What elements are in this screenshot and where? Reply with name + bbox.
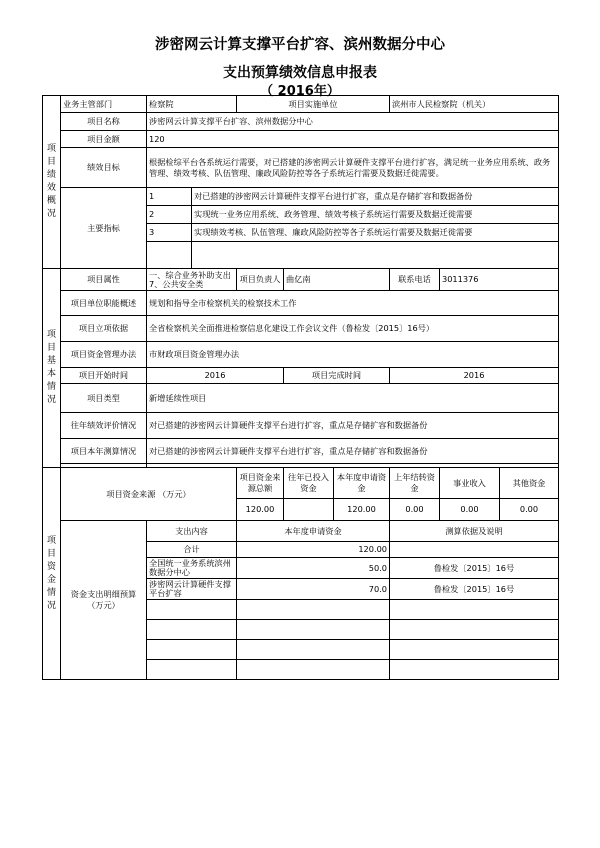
unit-label: 项目实施单位 bbox=[237, 96, 390, 113]
title-line1: 涉密网云计算支撑平台扩容、滨州数据分中心 bbox=[155, 36, 445, 53]
detail-content: 涉密网云计算硬件支撑平台扩容 bbox=[147, 579, 237, 600]
source-value: 0.00 bbox=[440, 499, 500, 521]
detail-basis bbox=[390, 542, 559, 558]
mgmt-label: 项目资金管理办法 bbox=[61, 342, 147, 368]
source-header: 本年度申请资金 bbox=[334, 468, 390, 499]
source-header: 上年结转资金 bbox=[390, 468, 440, 499]
detail-amount: 50.0 bbox=[237, 558, 390, 579]
detail-basis bbox=[390, 640, 559, 660]
source-value: 0.00 bbox=[390, 499, 440, 521]
detail-content bbox=[147, 620, 237, 640]
detail-label: 资金支出明细预算（万元） bbox=[61, 521, 147, 680]
source-value: 120.00 bbox=[237, 499, 284, 521]
source-header: 项目资金来源总额 bbox=[237, 468, 284, 499]
leader-label: 项目负责人 bbox=[237, 269, 284, 291]
title-year: （ 2016年） bbox=[260, 84, 340, 99]
type-value: 新增延续性项目 bbox=[147, 384, 559, 413]
detail-basis bbox=[390, 600, 559, 620]
past-label: 往年绩效评价情况 bbox=[61, 413, 147, 439]
detail-amount bbox=[237, 620, 390, 640]
detail-col-amount: 本年度申请资金 bbox=[237, 521, 390, 542]
detail-basis-empty bbox=[390, 660, 559, 680]
detail-amount bbox=[237, 600, 390, 620]
detail-amount-empty bbox=[237, 660, 390, 680]
name-value: 涉密网云计算支撑平台扩容、滨州数据分中心 bbox=[147, 113, 559, 131]
amount-label: 项目金额 bbox=[61, 131, 147, 148]
title-line2: 支出预算绩效信息申报表 bbox=[223, 65, 377, 81]
dept-value: 检察院 bbox=[147, 96, 237, 113]
detail-content: 合计 bbox=[147, 542, 237, 558]
source-value bbox=[284, 499, 334, 521]
end-label: 项目完成时间 bbox=[284, 368, 390, 384]
source-header: 事业收入 bbox=[440, 468, 500, 499]
detail-col-content: 支出内容 bbox=[147, 521, 237, 542]
past-value: 对已搭建的涉密网云计算硬件支撑平台进行扩容，重点是存储扩容和数据备份 bbox=[147, 413, 559, 439]
indicator-text-empty bbox=[192, 242, 559, 269]
detail-basis: 鲁检发〔2015〕16号 bbox=[390, 579, 559, 600]
unit-value: 滨州市人民检察院（机关） bbox=[390, 96, 559, 113]
indicator-label: 主要指标 bbox=[61, 188, 147, 269]
indicator-text: 对已搭建的涉密网云计算硬件支撑平台进行扩容，重点是存储扩容和数据备份 bbox=[192, 188, 559, 206]
type-label: 项目类型 bbox=[61, 384, 147, 413]
source-value: 0.00 bbox=[500, 499, 559, 521]
indicator-no-empty bbox=[147, 242, 192, 269]
detail-basis: 鲁检发〔2015〕16号 bbox=[390, 558, 559, 579]
phone-label: 联系电话 bbox=[390, 269, 440, 291]
measure-value: 对已搭建的涉密网云计算硬件支撑平台进行扩容，重点是存储扩容和数据备份 bbox=[147, 439, 559, 464]
detail-col-basis: 测算依据及说明 bbox=[390, 521, 559, 542]
detail-basis bbox=[390, 620, 559, 640]
basis-label: 项目立项依据 bbox=[61, 316, 147, 342]
indicator-text: 实现绩效考核、队伍管理、廉政风险防控等各子系统运行需要及数据迁徙需要 bbox=[192, 224, 559, 242]
dept-label: 业务主管部门 bbox=[61, 96, 147, 113]
detail-amount: 120.00 bbox=[237, 542, 390, 558]
indicator-no: 3 bbox=[147, 224, 192, 242]
indicator-text: 实现统一业务应用系统、政务管理、绩效考核子系统运行需要及数据迁徙需要 bbox=[192, 206, 559, 224]
attr-label: 项目属性 bbox=[61, 269, 147, 291]
detail-content: 全国统一业务系统滨州数据分中心 bbox=[147, 558, 237, 579]
section-performance: 项目绩效概况 bbox=[43, 96, 61, 269]
indicator-no: 1 bbox=[147, 188, 192, 206]
amount-value: 120 bbox=[147, 131, 559, 148]
mgmt-value: 市财政项目资金管理办法 bbox=[147, 342, 559, 368]
phone-value: 3011376 bbox=[440, 269, 559, 291]
detail-amount: 70.0 bbox=[237, 579, 390, 600]
goal-value: 根据检综平台各系统运行需要，对已搭建的涉密网云计算硬件支撑平台进行扩容，满足统一业务应用系统、政务管理、绩效考核、队伍管理、廉政风险防控等各子系统运行需要及数据迁徙需要。 bbox=[147, 148, 559, 188]
detail-content-empty bbox=[147, 660, 237, 680]
section-basic: 项目基本情况 bbox=[43, 269, 61, 468]
measure-label: 项目本年测算情况 bbox=[61, 439, 147, 464]
detail-amount bbox=[237, 640, 390, 660]
duty-label: 项目单位职能概述 bbox=[61, 291, 147, 316]
section-funds: 项目资金情况 bbox=[43, 468, 61, 680]
name-label: 项目名称 bbox=[61, 113, 147, 131]
duty-value: 规划和指导全市检察机关的检察技术工作 bbox=[147, 291, 559, 316]
source-label: 项目资金来源 （万元） bbox=[61, 468, 237, 521]
source-header: 其他资金 bbox=[500, 468, 559, 499]
source-value: 120.00 bbox=[334, 499, 390, 521]
detail-content bbox=[147, 640, 237, 660]
goal-label: 绩效目标 bbox=[61, 148, 147, 188]
report-table bbox=[42, 95, 559, 680]
indicator-no: 2 bbox=[147, 206, 192, 224]
start-label: 项目开始时间 bbox=[61, 368, 147, 384]
end-value: 2016 bbox=[390, 368, 559, 384]
start-value: 2016 bbox=[147, 368, 284, 384]
attr-value: 一、综合业务补助支出 7、公共安全类 bbox=[147, 269, 237, 291]
source-header: 往年已投入资金 bbox=[284, 468, 334, 499]
leader-value: 曲亿南 bbox=[284, 269, 390, 291]
basis-value: 全省检察机关全面推进检察信息化建设工作会议文件（鲁检发〔2015〕16号） bbox=[147, 316, 559, 342]
detail-content bbox=[147, 600, 237, 620]
